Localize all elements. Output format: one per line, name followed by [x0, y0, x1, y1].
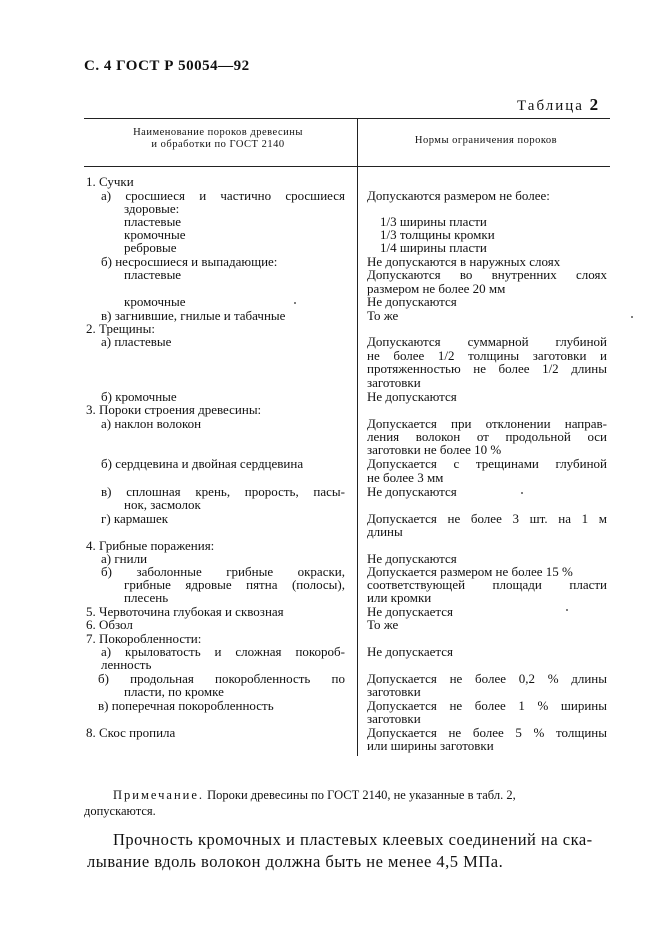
left-row: 3. Пороки строения древесины: — [86, 402, 262, 417]
left-row: пластевые — [124, 214, 182, 229]
column-header-defects-line1: Наименование пороков древесины — [133, 127, 303, 138]
right-row: Допускаются размером не более: — [367, 188, 550, 203]
left-row: г) кармашек — [101, 511, 169, 526]
right-row: Допускаются суммарной глубиной — [367, 334, 607, 349]
column-header-defects — [98, 127, 338, 151]
right-row: Допускается не более 0,2 % длины — [367, 671, 607, 686]
left-row: а) гнили — [101, 551, 148, 566]
left-row: кромочные — [124, 294, 186, 309]
left-row: 7. Покоробленности: — [86, 631, 202, 646]
left-row: ленность — [101, 657, 152, 672]
left-row: пластевые — [124, 267, 182, 282]
note-text: Пороки древесины по ГОСТ 2140, не указанные в табл. 2, — [207, 788, 516, 802]
left-row: в) сплошная крень, прорость, пасы- — [101, 484, 345, 499]
left-row: в) поперечная покоробленность — [98, 698, 274, 713]
right-row: Допускается при отклонении направ- — [367, 416, 607, 431]
right-row: протяженностью не более 1/2 длины — [367, 361, 607, 376]
right-row: То же — [367, 617, 399, 632]
left-row: а) сросшиеся и частично сросшиеся — [101, 188, 345, 203]
table-top-rule — [84, 118, 610, 119]
left-row: ребровые — [124, 240, 177, 255]
note-label: Примечание. — [113, 788, 205, 802]
right-row: длины — [367, 524, 403, 539]
right-row: 1/3 ширины пласти — [380, 214, 487, 229]
scan-speck — [566, 609, 568, 611]
right-row: Допускаются во внутренних слоях — [367, 267, 607, 282]
right-row: не более 3 мм — [367, 470, 444, 485]
left-row: пласти, по кромке — [124, 684, 224, 699]
left-row: а) наклон волокон — [101, 416, 202, 431]
left-row: 4. Грибные поражения: — [86, 538, 215, 553]
right-row: или ширины заготовки — [367, 738, 494, 753]
left-row: в) загнившие, гнилые и табачные — [101, 308, 286, 323]
table-note — [84, 787, 516, 819]
right-row: заготовки — [367, 684, 421, 699]
left-row: б) сердцевина и двойная сердцевина — [101, 456, 304, 471]
left-row: 1. Сучки — [86, 174, 134, 189]
right-row: или кромки — [367, 590, 432, 605]
left-row: б) кромочные — [101, 389, 177, 404]
right-row: заготовки — [367, 711, 421, 726]
right-row: не более 1/2 толщины заготовки и — [367, 348, 607, 363]
scan-speck — [631, 316, 633, 318]
left-row: 5. Червоточина глубокая и сквозная — [86, 604, 284, 619]
right-row: Допускается не более 1 % ширины — [367, 698, 607, 713]
page-header: С. 4 ГОСТ Р 50054—92 — [84, 58, 250, 74]
right-row: заготовки — [367, 375, 421, 390]
right-row: Допускается не более 3 шт. на 1 м — [367, 511, 607, 526]
right-row: Не допускаются — [367, 389, 457, 404]
left-row: нок, засмолок — [124, 497, 201, 512]
right-row: соответствующей площади пласти — [367, 577, 607, 592]
left-row: а) пластевые — [101, 334, 172, 349]
scan-speck — [294, 302, 296, 304]
right-row: Не допускаются в наружных слоях — [367, 254, 561, 269]
right-row: 1/3 толщины кромки — [380, 227, 495, 242]
right-row: Не допускаются — [367, 551, 457, 566]
right-row: Допускается с трещинами глубиной — [367, 456, 607, 471]
table-number: 2 — [589, 95, 601, 114]
body-paragraph-line1: Прочность кромочных и пластевых клеевых соединений на ска- — [113, 830, 593, 849]
left-row: 8. Скос пропила — [86, 725, 176, 740]
left-row: плесень — [124, 590, 169, 605]
table-column-divider — [357, 118, 358, 756]
right-row: размером не более 20 мм — [367, 281, 506, 296]
right-row: Допускается не более 5 % толщины — [367, 725, 607, 740]
right-row: Не допускается — [367, 604, 453, 619]
left-row: 2. Трещины: — [86, 321, 155, 336]
right-row: 1/4 ширины пласти — [380, 240, 487, 255]
right-row: Не допускаются — [367, 484, 457, 499]
table-label: Таблица — [517, 98, 584, 114]
left-row: здоровые: — [124, 201, 180, 216]
body-paragraph-line2: лывание вдоль волокон должна быть не менее 4,5 МПа. — [87, 852, 504, 871]
right-row: Допускается размером не более 15 % — [367, 564, 573, 579]
note-line1 — [113, 787, 516, 803]
table-header-rule — [84, 166, 610, 167]
left-row: б) несросшиеся и выпадающие: — [101, 254, 278, 269]
left-row: грибные ядровые пятна (полосы), — [124, 577, 345, 592]
right-row: Не допускается — [367, 644, 453, 659]
scan-speck — [521, 492, 523, 494]
column-header-defects-line2: и обработки по ГОСТ 2140 — [151, 139, 285, 150]
left-row: а) крыловатость и сложная покороб- — [101, 644, 345, 659]
note-line2: допускаются. — [84, 804, 156, 818]
right-row: заготовки не более 10 % — [367, 442, 502, 457]
right-row: То же — [367, 308, 399, 323]
left-row: б) продольная покоробленность по — [98, 671, 345, 686]
left-row: б) заболонные грибные окраски, — [101, 564, 345, 579]
right-row: ления волокон от продольной оси — [367, 429, 607, 444]
right-row: Не допускаются — [367, 294, 457, 309]
left-row: 6. Обзол — [86, 617, 133, 632]
table-title — [517, 95, 600, 115]
left-row: кромочные — [124, 227, 186, 242]
column-header-norms: Нормы ограничения пороков — [414, 135, 558, 146]
